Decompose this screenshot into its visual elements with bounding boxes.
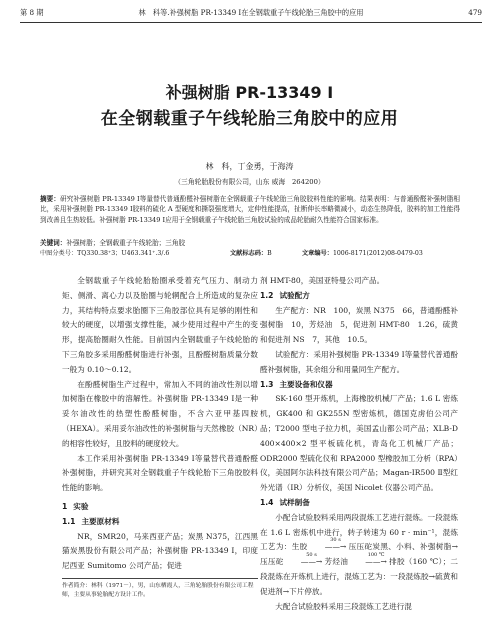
clc-code: 中图分类号：TQ330.38⁺3；U463.341⁺.3/.6	[40, 250, 170, 257]
intro-paragraph-1: 全钢载重子午线轮胎胎圈承受着充气压力、制动力矩、侧滑、离心力以及胎圈与轮辋配合上所造成的复杂应力，其结构特点要求胎圈下三角胶部位具有足够的刚性和较大的硬度，以增强支撑性能，减少使用过程中产生的变形，提高胎圈耐久性能。目前国内全钢载重子午线轮胎的下三角胶多采用酚醛树脂进行补强，且酚醛树脂质量分数一般为 0.10～0.12。	[62, 276, 258, 374]
intro-paragraph-2: 在酚醛树脂生产过程中，常加入不同的油改性剂以增加树脂在橡胶中的溶解性。补强树脂 PR-13349 Ⅰ是一种妥尔油改性的热塑性酚醛树脂，不含六亚甲基四胺（HEXA）。采用妥尔油改性的补强树脂与天然橡胶（NR）的相容性较好，且胶料的硬度较大。	[62, 379, 258, 448]
subsection-heading-sample-prep	[260, 496, 458, 511]
title-line-2: 在全钢载重子午线轮胎三角胶中的应用	[100, 109, 399, 129]
left-column	[62, 274, 258, 574]
mixing-text-2: 炭黑、小料、补强树脂→压压砣	[260, 542, 459, 567]
subsection-number: 1.4	[260, 497, 274, 507]
subsection-heading-materials	[62, 515, 258, 530]
production-formula-paragraph: 生产配方：NR 100，炭黑 N375 66，普通酚醛补强树脂 10，芳烃油 5，促进剂 HMT-80 1.26，硫黄和促进剂 NS 7，其他 10.5。	[260, 305, 458, 345]
running-title: 林 科等.补强树脂 PR-13349 Ⅰ在全钢载重子午线轮胎三角胶中的应用	[138, 8, 364, 17]
section-title: 实验	[73, 501, 89, 511]
document-code-value: B	[267, 250, 272, 257]
intro-paragraph-3: 本工作采用补强树脂 PR-13349 Ⅰ等量替代普通酚醛补强树脂，并研究其对全钢载重子午线轮胎下三角胶胶料性能的影响。	[62, 453, 258, 493]
arrow-label-1: 30 s	[330, 537, 341, 544]
page-number: 479	[468, 8, 482, 17]
classification-line	[40, 248, 460, 258]
footnote-rule	[62, 578, 258, 579]
process-arrow-2: 50 s ——→	[286, 555, 323, 570]
mixing-text-1b: 压压砣	[348, 542, 373, 552]
continued-paragraph: 剂 HMT-80，美国亚特曼公司产品。	[260, 276, 385, 285]
mixing-text-2b: 芳烃油	[324, 557, 349, 567]
article-number-value: 1006-8171(2012)08-0479-03	[332, 250, 423, 257]
running-header	[20, 8, 482, 22]
test-formula-paragraph: 试验配方：采用补强树脂 PR-13349 Ⅰ等量替代普通酚醛补强树脂，其余组分和用量同生产配方。	[260, 349, 458, 374]
abstract	[40, 194, 460, 225]
process-arrow-1: 30 s ——→	[310, 540, 347, 555]
mixing-text-1: 小配合试验胶料采用两段混炼工艺进行混炼。一段混炼在 1.6 L 密炼机中进行，转子转速为 60 r · min⁻¹，混炼工艺为：生胶	[260, 512, 458, 552]
section-number: 1	[62, 501, 68, 511]
header-rule	[20, 22, 482, 23]
document-code-label: 文献标志码：	[230, 250, 268, 257]
author-footnote: 作者简介：林科（1971－），男，山东栖霞人，三角轮胎股份有限公司工程师，主要从事轮胎配方设计工作。	[62, 583, 254, 598]
subsection-number: 1.1	[62, 516, 76, 526]
keywords	[40, 237, 185, 247]
arrow-label-2: 50 s	[306, 552, 317, 559]
authors: 林 科，丁金勇，于海涛	[205, 162, 294, 171]
arrow-label-3: 100 ℃	[367, 552, 385, 559]
title-line-1: 补强树脂 PR-13349 Ⅰ	[165, 83, 334, 102]
subsection-title: 试样制备	[279, 497, 310, 507]
right-column	[260, 274, 458, 614]
subsection-number: 1.3	[260, 379, 274, 389]
materials-paragraph: NR，SMR20，马来西亚产品；炭黑 N375，江西黑猫炭黑股份有限公司产品；补强树脂 PR-13349 Ⅰ，印度尼西亚 Sumitomo 公司产品；促进	[62, 531, 258, 571]
article-number	[302, 248, 423, 257]
issue-number: 第 8 期	[20, 8, 44, 17]
subsection-title: 主要原材料	[81, 516, 120, 526]
subsection-title: 试验配方	[279, 290, 310, 300]
process-arrow-3: 100 ℃ ——→	[350, 555, 387, 570]
subsection-heading-formula	[260, 289, 458, 304]
section-heading-experiment	[62, 500, 258, 515]
keywords-label: 关键词：	[40, 239, 67, 247]
keywords-text: 补强树脂；全钢载重子午线轮胎；三角胶	[66, 239, 186, 247]
abstract-text: 研究补强树脂 PR-13349 Ⅰ等量替代普通酚醛补强树脂在全钢载重子午线轮胎三角胶胶料性能的影响。结果表明：与普通酚醛补强树脂相比，采用补强树脂 PR-13349 Ⅰ胶料的硫化 A 型硬度和撕裂强度增大，定伸性能提高，扯断伸长率略微减小，动态生热降低，胶料的加工性能得到改善且生热较低。补强树脂 PR-13349 Ⅰ应用于全钢载重子午线轮胎三角胶试验的成品轮胎耐久性能符合国家标准。	[40, 195, 461, 224]
equipment-paragraph: SK-160 型开炼机，上海橡胶机械厂产品；1.6 L 密炼机，GK400 和 GK255N 型密炼机，德国克虏伯公司产品；T2000 型电子拉力机，美国孟山都公司产品；XLB-D 400×400×2 型平板硫化机，青岛化工机械厂产品；ODR2000 型硫化仪和 RPA2000 型橡胶加工分析（RPA）仪，美国阿尔法科技有限公司产品；Magan-IR500 Ⅱ型红外光谱（IR）分析仪，美国 Nicolet 仪器公司产品。	[260, 394, 458, 493]
document-code	[230, 248, 272, 257]
subsection-title: 主要设备和仪器	[279, 379, 333, 389]
article-number-label: 文章编号：	[302, 250, 333, 257]
subsection-heading-equipment	[260, 378, 458, 393]
abstract-label: 摘要：	[40, 195, 61, 203]
subsection-number: 1.2	[260, 290, 274, 300]
large-batch-paragraph: 大配合试验胶料采用三段混炼工艺进行混	[275, 601, 412, 611]
mixing-paragraph	[260, 511, 458, 600]
affiliation: （三角轮胎股份有限公司，山东 威海 264200）	[174, 178, 325, 186]
mixing-text-3: 排胶（160 ℃）；二段混炼在开炼机上进行，混炼工艺为：一段混炼胶→硫黄和促进剂→下片停放。	[260, 557, 459, 596]
